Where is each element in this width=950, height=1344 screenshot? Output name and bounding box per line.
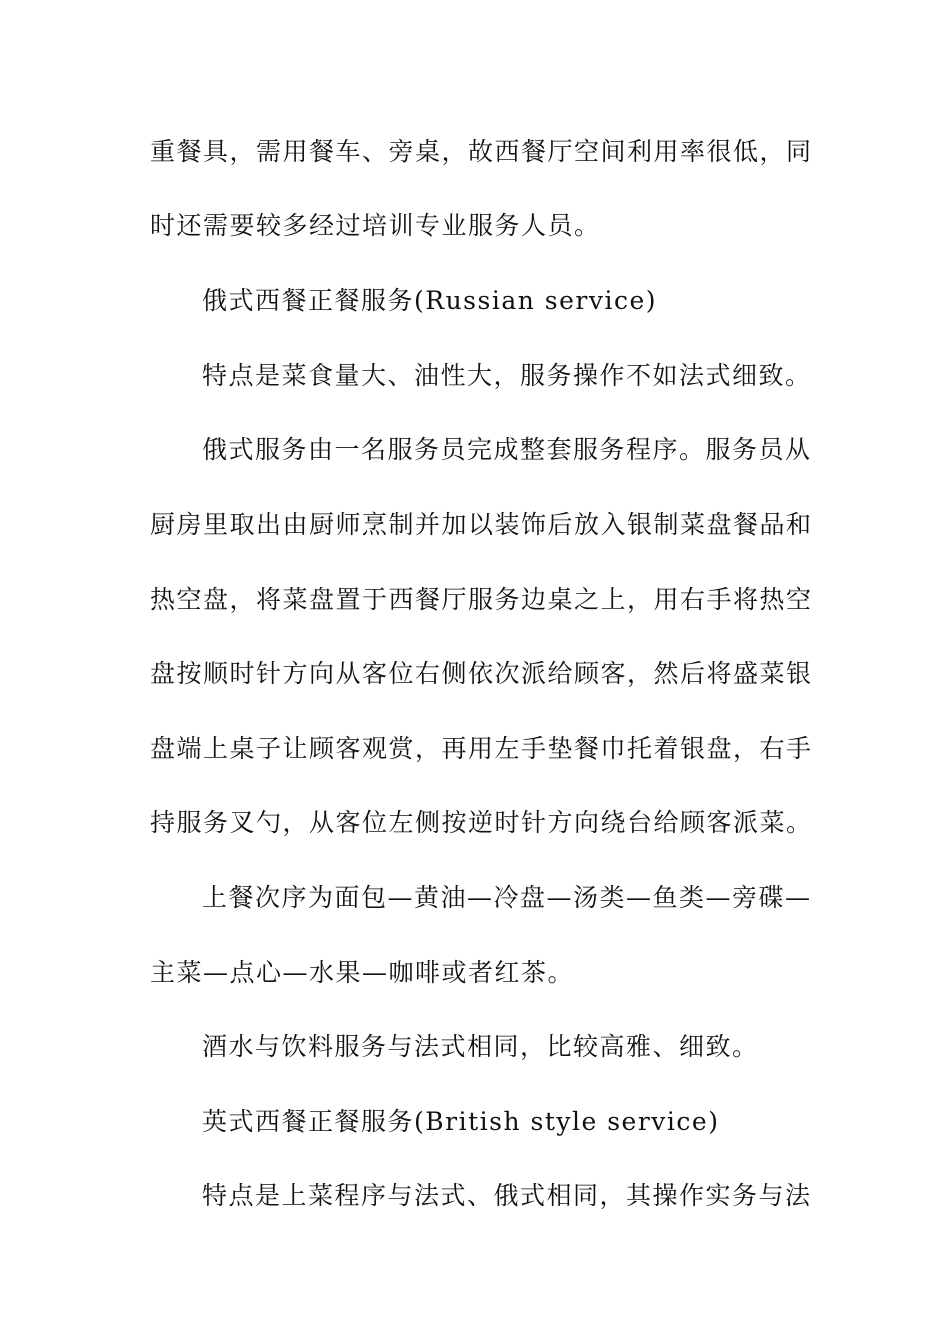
paragraph-line: 俄式服务由一名服务员完成整套服务程序。服务员从 — [202, 435, 812, 464]
section-heading-russian-service: 俄式西餐正餐服务(Russian service) — [202, 286, 658, 315]
paragraph-line: 厨房里取出由厨师烹制并加以装饰后放入银制菜盘餐品和 — [150, 510, 813, 539]
paragraph-line: 盘按顺时针方向从客位右侧依次派给顾客，然后将盛菜银 — [150, 659, 813, 688]
paragraph-line: 主菜—点心—水果—咖啡或者红茶。 — [150, 958, 575, 987]
paragraph-line: 热空盘，将菜盘置于西餐厅服务边桌之上，用右手将热空 — [150, 585, 813, 614]
paragraph-line: 时还需要较多经过培训专业服务人员。 — [150, 211, 601, 240]
paragraph-line: 酒水与饮料服务与法式相同，比较高雅、细致。 — [202, 1032, 759, 1061]
section-heading-british-service: 英式西餐正餐服务(British style service) — [202, 1107, 720, 1136]
paragraph-line: 盘端上桌子让顾客观赏，再用左手垫餐巾托着银盘，右手 — [150, 734, 813, 763]
paragraph-line: 上餐次序为面包—黄油—冷盘—汤类—鱼类—旁碟— — [202, 883, 812, 912]
paragraph-line: 特点是菜食量大、油性大，服务操作不如法式细致。 — [202, 361, 812, 390]
paragraph-line: 持服务叉勺，从客位左侧按逆时针方向绕台给顾客派菜。 — [150, 808, 813, 837]
paragraph-line: 重餐具，需用餐车、旁桌，故西餐厅空间利用率很低，同 — [150, 137, 813, 166]
paragraph-line: 特点是上菜程序与法式、俄式相同，其操作实务与法 — [202, 1181, 812, 1210]
